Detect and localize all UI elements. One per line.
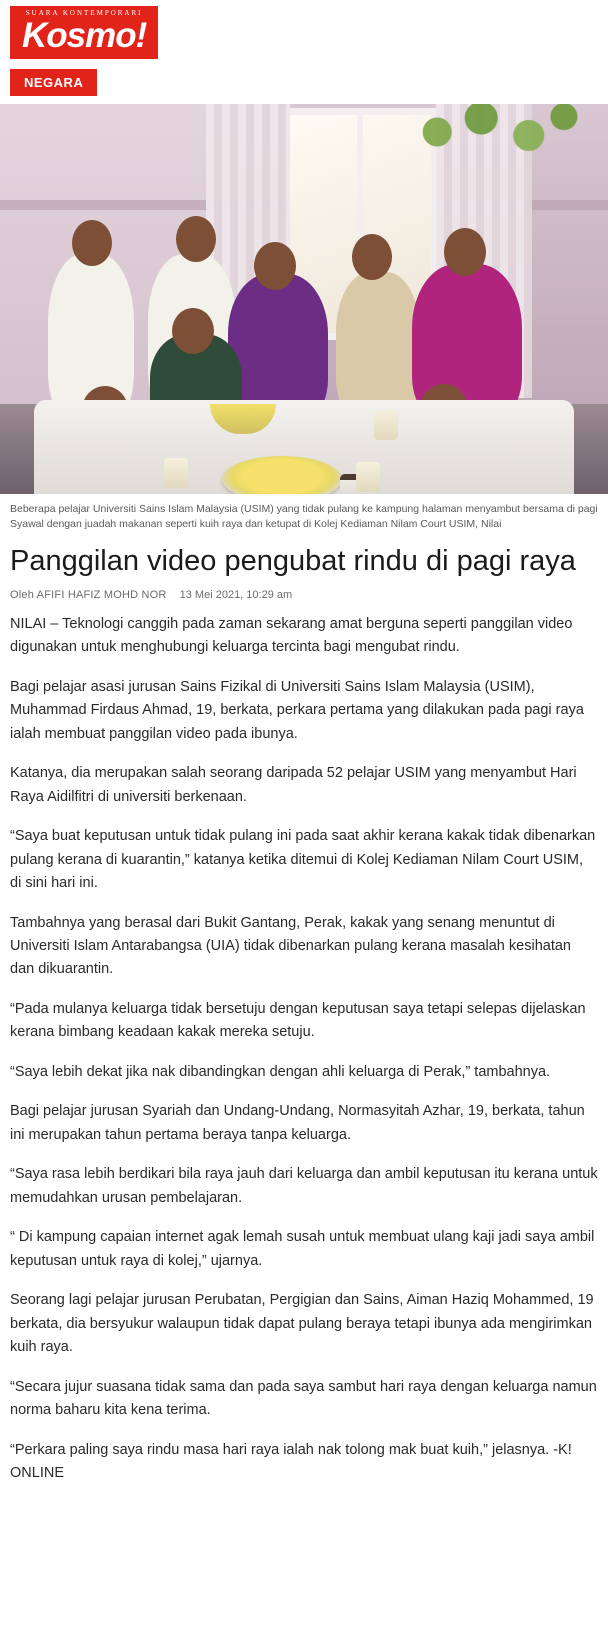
hero-caption: Beberapa pelajar Universiti Sains Islam Malaysia (USIM) yang tidak pulang ke kampung halaman menyambut bersama di pagi Syawal dengan juadah makanan seperti kuih raya dan ketupat di Kolej Kediaman Nilam Court USIM, Nilai [0,494,608,538]
person-3-head [254,242,296,290]
drinking-cup-3 [164,458,188,488]
article-paragraph: Katanya, dia merupakan salah seorang daripada 52 pelajar USIM yang menyambut Hari Raya Aidilfitri di universiti berkenaan. [10,765,577,805]
article-paragraph: Seorang lagi pelajar jurusan Perubatan, Pergigian dan Sains, Aiman Haziq Mohammed, 19 berkata, dia bersyukur walaupun tidak dapat pulang beraya tetapi ibunya ada mengirimkan kuih raya. [10,1292,594,1356]
article-paragraph: “Perkara paling saya rindu masa hari raya ialah nak tolong mak buat kuih,” jelasnya. -K! ONLINE [10,1441,572,1482]
garland-decoration [402,104,578,174]
article-paragraph: “Saya rasa lebih berdikari bila raya jauh dari keluarga dan ambil keputusan itu kerana untuk memudahkan urusan pembelajaran. [10,1166,598,1206]
kuih-raya-plate [222,456,342,494]
hero-scene [0,104,608,494]
article-paragraph: NILAI – Teknologi canggih pada zaman sekarang amat berguna seperti panggilan video digunakan untuk menghubungi keluarga tercinta bagi mengubat rindu. [10,615,573,656]
person-4-head [352,234,392,280]
logo-kicker: SUARA KONTEMPORARI [25,9,143,17]
article-paragraph: “Pada mulanya keluarga tidak bersetuju dengan keputusan saya tetapi selepas dijelaskan kerana bimbang keadaan kakak mereka setuju. [10,1000,586,1041]
person-2-head [176,216,216,262]
kosmo-logo[interactable] [10,6,158,59]
drinking-cup-2 [374,410,398,440]
article-paragraph: Bagi pelajar asasi jurusan Sains Fizikal di Universiti Sains Islam Malaysia (USIM), Muhammad Firdaus Ahmad, 19, berkata, perkara pertama yang dilakukan pada pagi raya ialah membuat panggilan video pada ibunya. [10,678,584,742]
person-5-head [444,228,486,276]
byline [0,589,608,613]
byline-author: Oleh AFIFI HAFIZ MOHD NOR [10,588,167,601]
hero-image [0,104,608,494]
person-6-head [172,308,214,354]
drinking-cup-1 [356,462,380,492]
category-bar [0,63,608,104]
article-body [0,613,608,1504]
article-paragraph: Bagi pelajar jurusan Syariah dan Undang-Undang, Normasyitah Azhar, 19, berkata, tahun ini merupakan tahun pertama beraya tanpa keluarga. [10,1103,585,1143]
article-paragraph: “Secara jujur suasana tidak sama dan pada saya sambut hari raya dengan keluarga namun norma baharu kita kena terima. [10,1378,597,1419]
page-title: Panggilan video pengubat rindu di pagi raya [10,545,576,578]
article-paragraph: “ Di kampung capaian internet agak lemah susah untuk membuat ulang kaji jadi saya ambil keputusan untuk raya di kolej,” ujarnya. [10,1229,595,1269]
logo-wordmark: Kosmo! [22,16,147,55]
masthead [0,0,608,63]
article-paragraph: “Saya buat keputusan untuk tidak pulang ini pada saat akhir kerana kakak tidak dibenarkan pulang kerana di kuarantin,” katanya ketika ditemui di Kolej Kediaman Nilam Court USIM, di sini hari ini. [10,828,596,892]
category-badge-negara[interactable]: NEGARA [10,69,97,96]
person-1-head [72,220,112,266]
article-paragraph: “Saya lebih dekat jika nak dibandingkan dengan ahli keluarga di Perak,” tambahnya. [10,1063,551,1080]
article-paragraph: Tambahnya yang berasal dari Bukit Gantang, Perak, kakak yang senang menuntut di Universiti Islam Antarabangsa (UIA) tidak dibenarkan pulang kerana masalah kesihatan dan dikuarantin. [10,914,571,978]
byline-date: 13 Mei 2021, 10:29 am [179,588,293,601]
